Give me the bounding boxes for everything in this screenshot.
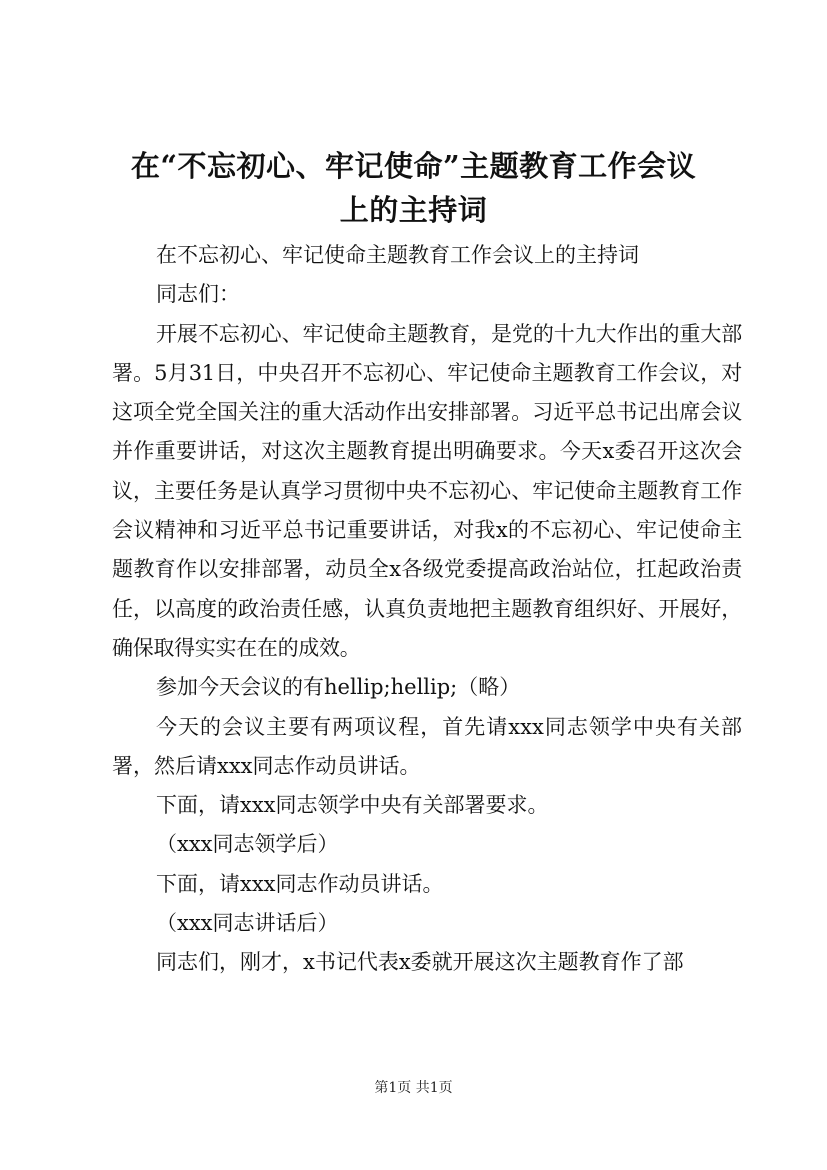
body-paragraph-intro: 开展不忘初心、牢记使命主题教育，是党的十九大作出的重大部署。5月31日，中央召开不忘初心、牢记使命主题教育工作会议，对这项全党全国关注的重大活动作出安排部署。习近平总书记出席会议并作重要讲话，对这次主题教育提出明确要求。今天x委召开这次会议，主要任务是认真学习贯彻中央不忘初心、牢记使命主题教育工作会议精神和习近平总书记重要讲话，对我x的不忘初心、牢记使命主题教育作以安排部署，动员全x各级党委提高政治站位，扛起政治责任，以高度的政治责任感，认真负责地把主题教育组织好、开展好，确保取得实实在在的成效。 bbox=[112, 321, 742, 660]
body-paragraph-speech: 下面，请xxx同志作动员讲话。 bbox=[156, 871, 444, 896]
body-paragraph-closing: 同志们，刚才，x书记代表x委就开展这次主题教育作了部 bbox=[156, 950, 684, 975]
title-line-2: 上的主持词 bbox=[339, 193, 488, 227]
document-title bbox=[100, 144, 727, 232]
body-paragraph-note-study: （xxx同志领学后） bbox=[156, 832, 339, 857]
body-paragraph-note-speech: （xxx同志讲话后） bbox=[156, 911, 339, 936]
subtitle-paragraph: 在不忘初心、牢记使命主题教育工作会议上的主持词 bbox=[156, 243, 639, 267]
salutation-paragraph: 同志们： bbox=[156, 282, 240, 307]
body-paragraph-agenda: 今天的会议主要有两项议程，首先请xxx同志领学中央有关部署，然后请xxx同志作动员讲话。 bbox=[112, 714, 742, 778]
body-paragraph-study: 下面，请xxx同志领学中央有关部署要求。 bbox=[156, 793, 549, 818]
title-line-1: 在“不忘初心、牢记使命”主题教育工作会议 bbox=[130, 149, 697, 183]
page-footer: 第1页 共1页 bbox=[374, 1080, 453, 1096]
body-paragraph-attendees: 参加今天会议的有hellip;hellip;（略） bbox=[156, 675, 521, 700]
document-body bbox=[112, 236, 742, 983]
